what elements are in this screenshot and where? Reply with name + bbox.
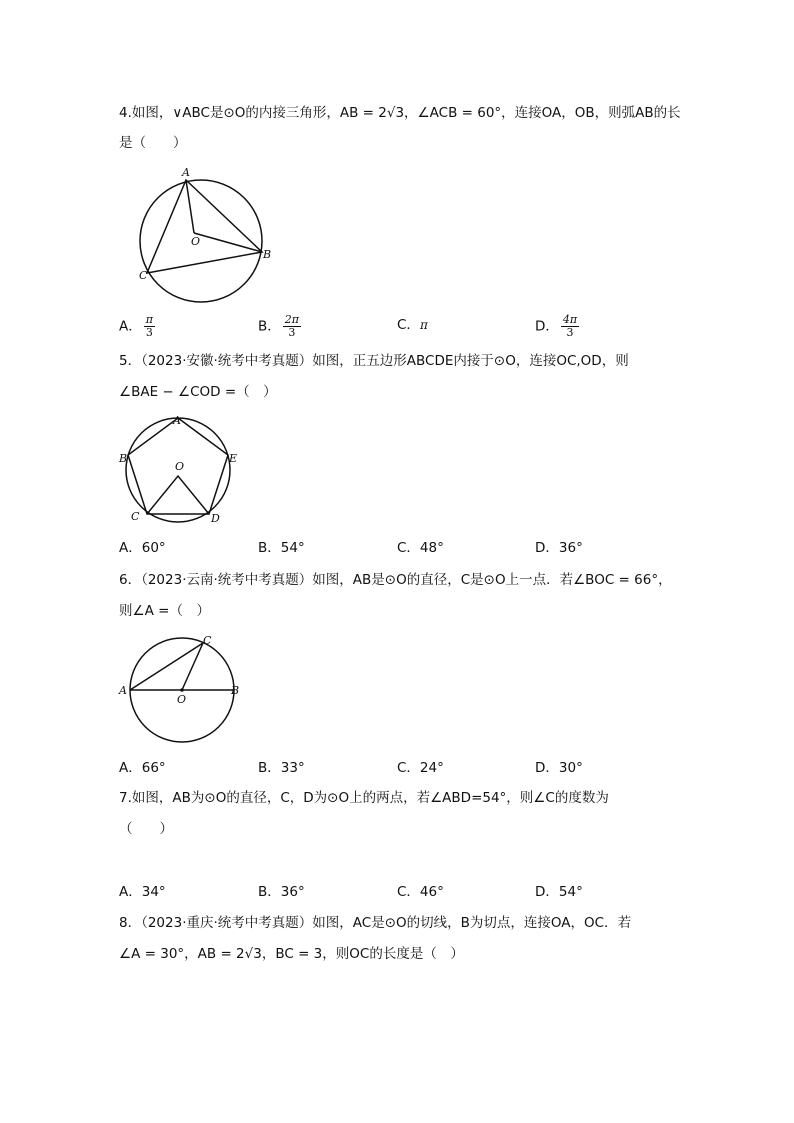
q5-label-a: A [173, 414, 181, 427]
q4-figure [135, 165, 275, 305]
q5-option-c[interactable]: C．48° [397, 540, 444, 556]
q6-option-d[interactable]: D．30° [535, 760, 583, 776]
q5-label-c: C [131, 510, 140, 523]
q4-option-c[interactable]: C．π [397, 317, 428, 333]
q7-option-c[interactable]: C．46° [397, 884, 444, 900]
q6-label-b: B [231, 684, 240, 697]
q5-stem-line2: ∠BAE − ∠COD =（ ） [119, 384, 277, 400]
q4-option-a[interactable]: A． $\frac{\pi}{3}$ [119, 313, 153, 339]
q8-stem-line1: 8．（2023·重庆·统考中考真题）如图，AC是⊙O的切线，B为切点，连接OA，OC．若 [119, 915, 632, 931]
q5-figure [115, 410, 245, 530]
q5-label-d: D [211, 512, 220, 525]
q7-option-b[interactable]: B．36° [258, 884, 305, 900]
q7-option-d[interactable]: D．54° [535, 884, 583, 900]
q6-figure [115, 630, 245, 750]
q4-label-a: A [182, 166, 190, 179]
q4-label-b: B [263, 248, 272, 261]
q5-option-b[interactable]: B．54° [258, 540, 305, 556]
q6-option-b[interactable]: B．33° [258, 760, 305, 776]
q6-label-o: O [177, 693, 187, 706]
q6-option-c[interactable]: C．24° [397, 760, 444, 776]
q6-label-a: A [119, 684, 127, 697]
q4-stem-line2: 是（ ） [119, 135, 187, 151]
q4-label-o: O [191, 235, 201, 248]
q7-stem-line1: 7.如图，AB为⊙O的直径，C，D为⊙O上的两点，若∠ABD=54°，则∠C的度数为 [119, 790, 609, 806]
q6-option-a[interactable]: A．66° [119, 760, 166, 776]
q6-stem-line1: 6．（2023·云南·统考中考真题）如图，AB是⊙O的直径，C是⊙O上一点．若∠BOC = 66°， [119, 572, 672, 588]
q6-label-c: C [203, 634, 212, 647]
q5-option-a[interactable]: A．60° [119, 540, 166, 556]
q4-stem-line1: 4.如图，∨ABC是⊙O的内接三角形，AB = 2√3，∠ACB = 60°，连接OA，OB，则弧AB的长 [119, 105, 681, 121]
q5-label-o: O [175, 460, 185, 473]
q6-stem-line2: 则∠A =（ ） [119, 603, 210, 619]
q7-stem-line2: （ ） [119, 821, 173, 837]
q4-label-c: C [139, 269, 148, 282]
q8-stem-line2: ∠A = 30°，AB = 2√3，BC = 3，则OC的长度是（ ） [119, 946, 464, 962]
q5-option-d[interactable]: D．36° [535, 540, 583, 556]
q4-option-d[interactable]: D． $\frac{4\pi}{3}$ [535, 313, 578, 339]
q7-option-a[interactable]: A．34° [119, 884, 166, 900]
q5-stem-line1: 5．（2023·安徽·统考中考真题）如图，正五边形ABCDE内接于⊙O，连接OC,OD，则 [119, 353, 629, 369]
q5-label-b: B [119, 452, 128, 465]
q4-option-b[interactable]: B． $\frac{2\pi}{3}$ [258, 313, 299, 339]
q5-label-e: E [229, 452, 238, 465]
